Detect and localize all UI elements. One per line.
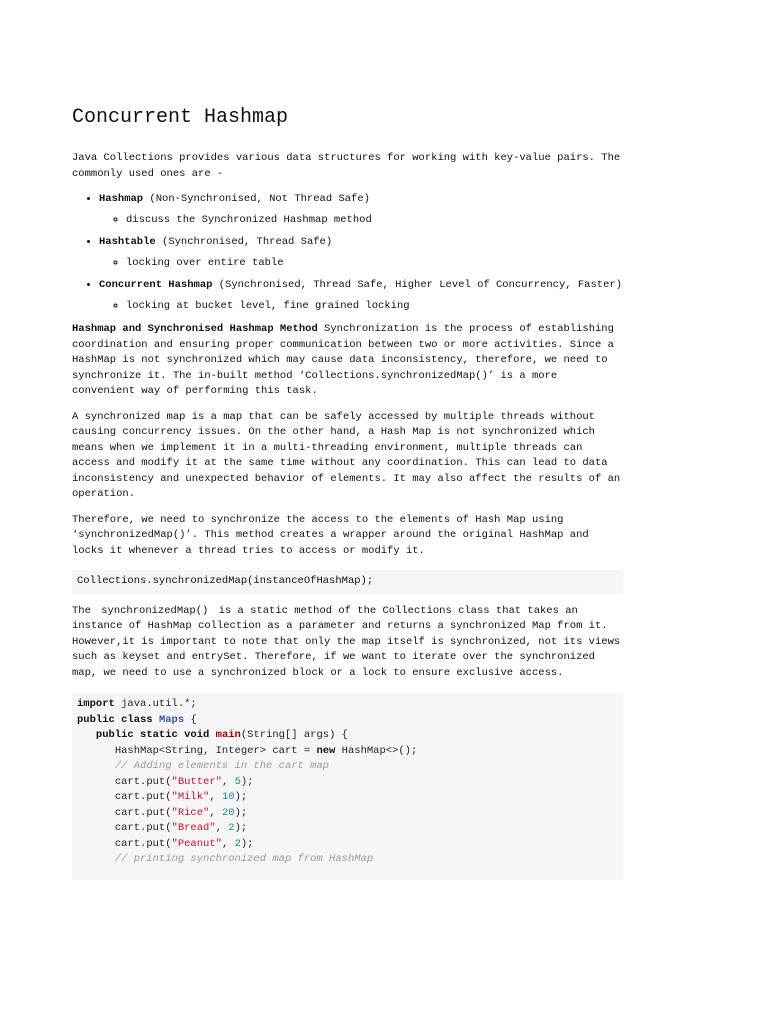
list-item-name: Hashtable: [99, 236, 156, 248]
code-text: ,: [221, 775, 235, 788]
sub-list: [99, 299, 623, 315]
code-number: 20: [221, 806, 235, 819]
code-comment: // Adding elements in the cart map: [114, 760, 330, 772]
sub-list-item: ◦ locking over entire table: [126, 256, 623, 272]
list-item-desc: (Synchronised, Thread Safe, Higher Level of Concurrency, Faster): [212, 279, 622, 291]
sub-list-item: ◦ locking at bucket level, fine grained locking: [126, 299, 623, 315]
code-class-name: Maps: [158, 713, 185, 726]
code-keyword: new: [316, 744, 336, 757]
code-number: 2: [228, 822, 235, 834]
inline-code: synchronizedMap(): [101, 604, 209, 617]
code-text: ,: [215, 822, 229, 834]
code-text: );: [234, 806, 248, 819]
code-string: "Milk": [171, 791, 210, 803]
code-text: );: [234, 791, 248, 803]
collections-list: [72, 192, 623, 314]
code-text: cart.put(: [114, 837, 172, 850]
code-text: );: [234, 822, 248, 834]
sub-list: [99, 213, 623, 229]
code-text: cart.put(: [114, 806, 172, 819]
code-string: "Bread": [171, 822, 216, 834]
sub-list: [99, 256, 623, 272]
code-text: ,: [221, 837, 235, 850]
code-text: HashMap<String, Integer> cart =: [114, 744, 317, 757]
document-page: [72, 104, 623, 880]
page-title: Concurrent Hashmap: [72, 106, 289, 129]
code-method-name: main: [215, 729, 241, 741]
code-text: cart.put(: [114, 791, 172, 803]
code-text: java.util.*;: [114, 698, 197, 710]
static-method-paragraph: [72, 604, 623, 682]
code-snippet-line: Collections.synchronizedMap(instanceOfHashMap);: [72, 570, 623, 594]
paragraph-lead: Hashmap and Synchronised Hashmap Method: [72, 323, 318, 335]
code-string: "Butter": [171, 775, 222, 788]
code-keyword: public class: [77, 713, 153, 726]
code-text: HashMap<>();: [335, 744, 418, 757]
intro-paragraph: Java Collections provides various data structures for working with key-value pairs. The commonly used ones are -: [72, 152, 621, 180]
list-item-name: Hashmap: [99, 193, 144, 205]
code-number: 5: [234, 775, 241, 788]
code-text: (String[] args) {: [240, 729, 348, 741]
synchronized-map-paragraph: A synchronized map is a map that can be safely accessed by multiple threads without causing concurrency issues. On the other hand, a Hash Map is not synchronized which means when we implement it in a multi-threading environment, multiple threads can access and modify it at the same time without any coordination. This can lead to data inconsistency and unexpected behavior of elements. It may also affect the results of an operation.: [72, 410, 621, 500]
list-item-name: Concurrent Hashmap: [99, 279, 213, 291]
code-text: cart.put(: [114, 822, 172, 834]
code-number: 2: [234, 837, 241, 850]
code-text: );: [240, 837, 254, 850]
therefore-paragraph: Therefore, we need to synchronize the access to the elements of Hash Map using ‘synchronizedMap()’. This method creates a wrapper around the original HashMap and locks it whenever a thread tries to access or modify it.: [72, 513, 589, 557]
code-block: [72, 693, 623, 880]
list-item: [99, 192, 623, 228]
paragraph-text: Synchronization is the process of establishing coordination and ensuring proper communication between two or more activities. Since a HashMap is not synchronized which may cause data inconsistency, therefore, we need to synchronize it. The in-built method ‘Collections.synchronizedMap()’ is a more convenient way of performing this task.: [72, 323, 614, 397]
list-item-desc: (Synchronised, Thread Safe): [155, 236, 333, 248]
code-text: ,: [209, 791, 222, 803]
paragraph-text: The: [72, 604, 98, 617]
code-text: );: [240, 775, 254, 788]
code-text: ,: [209, 806, 222, 819]
list-item: [99, 278, 623, 314]
sub-list-item: ◦ discuss the Synchronized Hashmap method: [126, 213, 623, 229]
code-keyword: public static void: [95, 729, 210, 741]
code-string: "Peanut": [171, 837, 222, 850]
code-text: {: [184, 713, 197, 726]
code-number: 10: [221, 791, 235, 803]
synchronised-paragraph: [72, 322, 623, 400]
code-text: cart.put(: [114, 775, 172, 788]
paragraph-text: is a static method of the Collections class that takes an instance of HashMap collection as a parameter and returns a synchronized Map from it. However,it is important to note that only the map itself is synchronized, not its views such as keyset and entrySet. Therefore, if we want to iterate over the synchronized map, we need to use a synchronized block or a lock to ensure exclusive access.: [72, 604, 621, 679]
code-string: "Rice": [171, 806, 210, 819]
code-comment: // printing synchronized map from HashMap: [114, 853, 374, 865]
list-item-desc: (Non-Synchronised, Not Thread Safe): [143, 193, 370, 205]
code-keyword: import: [77, 698, 115, 710]
list-item: [99, 235, 623, 271]
